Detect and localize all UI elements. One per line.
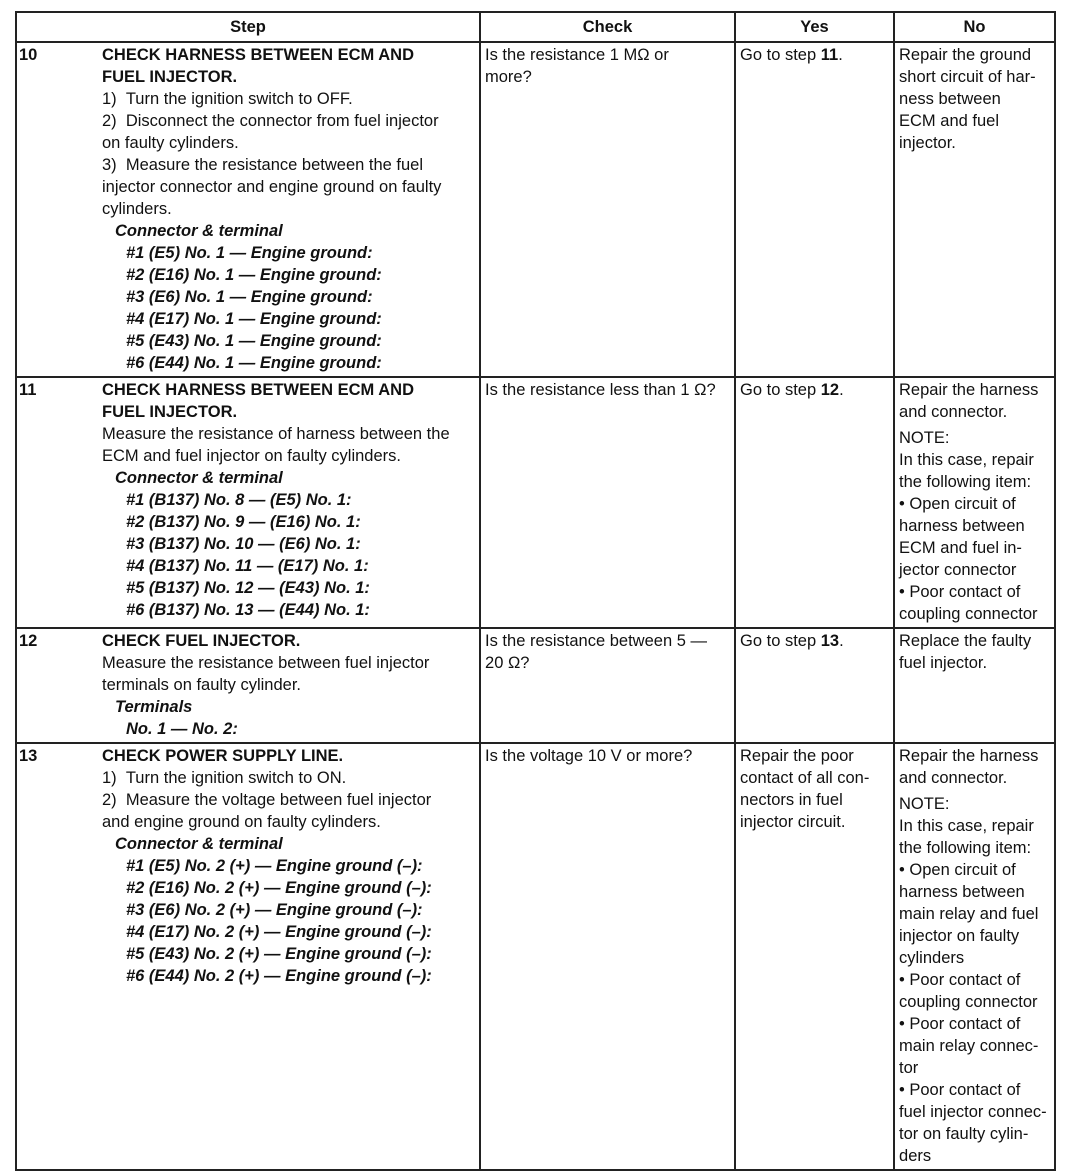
table-row-step-10 xyxy=(16,42,1055,377)
yes-cell xyxy=(735,743,894,1170)
bullet-line: • Poor contact of xyxy=(899,971,1021,989)
spec-label: Connector & terminal xyxy=(115,222,283,240)
spec-item: #2 (B137) No. 9 — (E16) No. 1: xyxy=(126,513,361,531)
no-cell xyxy=(894,377,1055,628)
bullet-line: harness between xyxy=(899,517,1025,535)
yes-line: nectors in fuel xyxy=(740,791,843,809)
spec-item: #6 (E44) No. 2 (+) — Engine ground (–): xyxy=(126,967,432,985)
step-number: 13 xyxy=(16,743,102,1170)
diagnostic-table-container xyxy=(15,11,1056,1171)
yes-step-number: 11 xyxy=(820,46,839,64)
check-cell xyxy=(480,42,735,377)
step-number: 11 xyxy=(16,377,102,628)
no-cell xyxy=(894,743,1055,1170)
yes-text: Go to step xyxy=(740,46,821,64)
yes-cell xyxy=(735,628,894,743)
table-row-step-13 xyxy=(16,743,1055,1170)
bullet-line: injector on faulty xyxy=(899,927,1020,945)
bullet-line: fuel injector connec- xyxy=(899,1103,1047,1121)
step-number: 10 xyxy=(16,42,102,377)
spec-item: #5 (E43) No. 1 — Engine ground: xyxy=(126,332,382,350)
bullet-line: • Poor contact of xyxy=(899,583,1021,601)
header-step: Step xyxy=(16,12,480,42)
spec-label: Terminals xyxy=(115,698,193,716)
bullet-line: tor xyxy=(899,1059,919,1077)
check-line: Is the voltage 10 V or more? xyxy=(485,747,693,765)
bullet-line: • Open circuit of xyxy=(899,495,1016,513)
note-label: NOTE: xyxy=(899,429,950,447)
step-title: FUEL INJECTOR. xyxy=(102,403,238,421)
spec-item: #4 (E17) No. 1 — Engine ground: xyxy=(126,310,382,328)
note-line: the following item: xyxy=(899,839,1032,857)
yes-suffix: . xyxy=(838,46,843,64)
instruction-line: on faulty cylinders. xyxy=(102,134,239,152)
no-cell xyxy=(894,42,1055,377)
header-check: Check xyxy=(480,12,735,42)
spec-item: #3 (E6) No. 2 (+) — Engine ground (–): xyxy=(126,901,423,919)
note-line: In this case, repair xyxy=(899,451,1034,469)
yes-text: Go to step xyxy=(740,381,821,399)
instruction-line: 3) Measure the resistance between the fuel xyxy=(102,156,424,174)
bullet-line: ECM and fuel in- xyxy=(899,539,1022,557)
yes-text: Go to step xyxy=(740,632,821,650)
check-cell xyxy=(480,628,735,743)
header-yes: Yes xyxy=(735,12,894,42)
instruction-line: Measure the resistance between fuel injector xyxy=(102,654,430,672)
yes-cell xyxy=(735,377,894,628)
bullet-line: • Open circuit of xyxy=(899,861,1016,879)
spec-item: #6 (B137) No. 13 — (E44) No. 1: xyxy=(126,601,370,619)
no-line: injector. xyxy=(899,134,956,152)
instruction-line: 1) Turn the ignition switch to OFF. xyxy=(102,90,353,108)
instruction-line: 1) Turn the ignition switch to ON. xyxy=(102,769,347,787)
yes-step-number: 12 xyxy=(820,381,840,399)
instruction-line: 2) Disconnect the connector from fuel injector xyxy=(102,112,439,130)
step-description xyxy=(102,377,480,628)
check-line: Is the resistance between 5 — xyxy=(485,632,707,650)
no-line: Repair the ground xyxy=(899,46,1032,64)
spec-item: #1 (E5) No. 1 — Engine ground: xyxy=(126,244,373,262)
spec-item: No. 1 — No. 2: xyxy=(126,720,238,738)
table-row-step-12 xyxy=(16,628,1055,743)
header-no: No xyxy=(894,12,1055,42)
check-line: Is the resistance less than 1 Ω? xyxy=(485,381,716,399)
check-line: Is the resistance 1 MΩ or xyxy=(485,46,669,64)
step-title: CHECK FUEL INJECTOR. xyxy=(102,632,301,650)
spec-item: #4 (E17) No. 2 (+) — Engine ground (–): xyxy=(126,923,432,941)
check-line: more? xyxy=(485,68,532,86)
no-line: ness between xyxy=(899,90,1001,108)
spec-item: #2 (E16) No. 1 — Engine ground: xyxy=(126,266,382,284)
bullet-line: ders xyxy=(899,1147,932,1165)
check-cell xyxy=(480,743,735,1170)
step-title: CHECK HARNESS BETWEEN ECM AND xyxy=(102,46,414,64)
spec-item: #5 (B137) No. 12 — (E43) No. 1: xyxy=(126,579,370,597)
bullet-line: coupling connector xyxy=(899,993,1038,1011)
spec-label: Connector & terminal xyxy=(115,469,283,487)
yes-suffix: . xyxy=(839,381,844,399)
bullet-line: • Poor contact of xyxy=(899,1081,1021,1099)
instruction-line: and engine ground on faulty cylinders. xyxy=(102,813,381,831)
bullet-line: main relay and fuel xyxy=(899,905,1039,923)
step-description xyxy=(102,42,480,377)
bullet-line: coupling connector xyxy=(899,605,1038,623)
no-cell xyxy=(894,628,1055,743)
bullet-line: main relay connec- xyxy=(899,1037,1039,1055)
step-description xyxy=(102,743,480,1170)
check-line: 20 Ω? xyxy=(485,654,530,672)
instruction-line: Measure the resistance of harness between the xyxy=(102,425,450,443)
spec-item: #5 (E43) No. 2 (+) — Engine ground (–): xyxy=(126,945,432,963)
spec-item: #2 (E16) No. 2 (+) — Engine ground (–): xyxy=(126,879,432,897)
no-line: fuel injector. xyxy=(899,654,988,672)
yes-step-number: 13 xyxy=(820,632,840,650)
bullet-line: cylinders xyxy=(899,949,965,967)
spec-item: #6 (E44) No. 1 — Engine ground: xyxy=(126,354,382,372)
no-line: and connector. xyxy=(899,403,1008,421)
instruction-line: 2) Measure the voltage between fuel injector xyxy=(102,791,432,809)
bullet-line: harness between xyxy=(899,883,1025,901)
spec-item: #3 (E6) No. 1 — Engine ground: xyxy=(126,288,373,306)
step-title: FUEL INJECTOR. xyxy=(102,68,238,86)
no-line: short circuit of har- xyxy=(899,68,1036,86)
no-line: ECM and fuel xyxy=(899,112,999,130)
instruction-line: cylinders. xyxy=(102,200,172,218)
table-row-step-11 xyxy=(16,377,1055,628)
note-line: In this case, repair xyxy=(899,817,1034,835)
instruction-line: terminals on faulty cylinder. xyxy=(102,676,302,694)
spec-item: #1 (B137) No. 8 — (E5) No. 1: xyxy=(126,491,352,509)
spec-item: #1 (E5) No. 2 (+) — Engine ground (–): xyxy=(126,857,423,875)
table-header-row xyxy=(16,12,1055,42)
bullet-line: • Poor contact of xyxy=(899,1015,1021,1033)
no-line: Repair the harness xyxy=(899,381,1039,399)
diagnostic-table xyxy=(15,11,1056,1171)
yes-line: contact of all con- xyxy=(740,769,870,787)
yes-line: Repair the poor xyxy=(740,747,854,765)
no-line: Replace the faulty xyxy=(899,632,1032,650)
note-label: NOTE: xyxy=(899,795,950,813)
step-title: CHECK HARNESS BETWEEN ECM AND xyxy=(102,381,414,399)
instruction-line: injector connector and engine ground on faulty xyxy=(102,178,442,196)
step-description xyxy=(102,628,480,743)
yes-cell xyxy=(735,42,894,377)
instruction-line: ECM and fuel injector on faulty cylinders. xyxy=(102,447,401,465)
spec-label: Connector & terminal xyxy=(115,835,283,853)
note-line: the following item: xyxy=(899,473,1032,491)
spec-item: #3 (B137) No. 10 — (E6) No. 1: xyxy=(126,535,361,553)
bullet-line: jector connector xyxy=(899,561,1017,579)
bullet-line: tor on faulty cylin- xyxy=(899,1125,1029,1143)
spec-item: #4 (B137) No. 11 — (E17) No. 1: xyxy=(126,557,369,575)
step-title: CHECK POWER SUPPLY LINE. xyxy=(102,747,344,765)
yes-line: injector circuit. xyxy=(740,813,846,831)
no-line: Repair the harness xyxy=(899,747,1039,765)
step-number: 12 xyxy=(16,628,102,743)
no-line: and connector. xyxy=(899,769,1008,787)
check-cell xyxy=(480,377,735,628)
yes-suffix: . xyxy=(839,632,844,650)
